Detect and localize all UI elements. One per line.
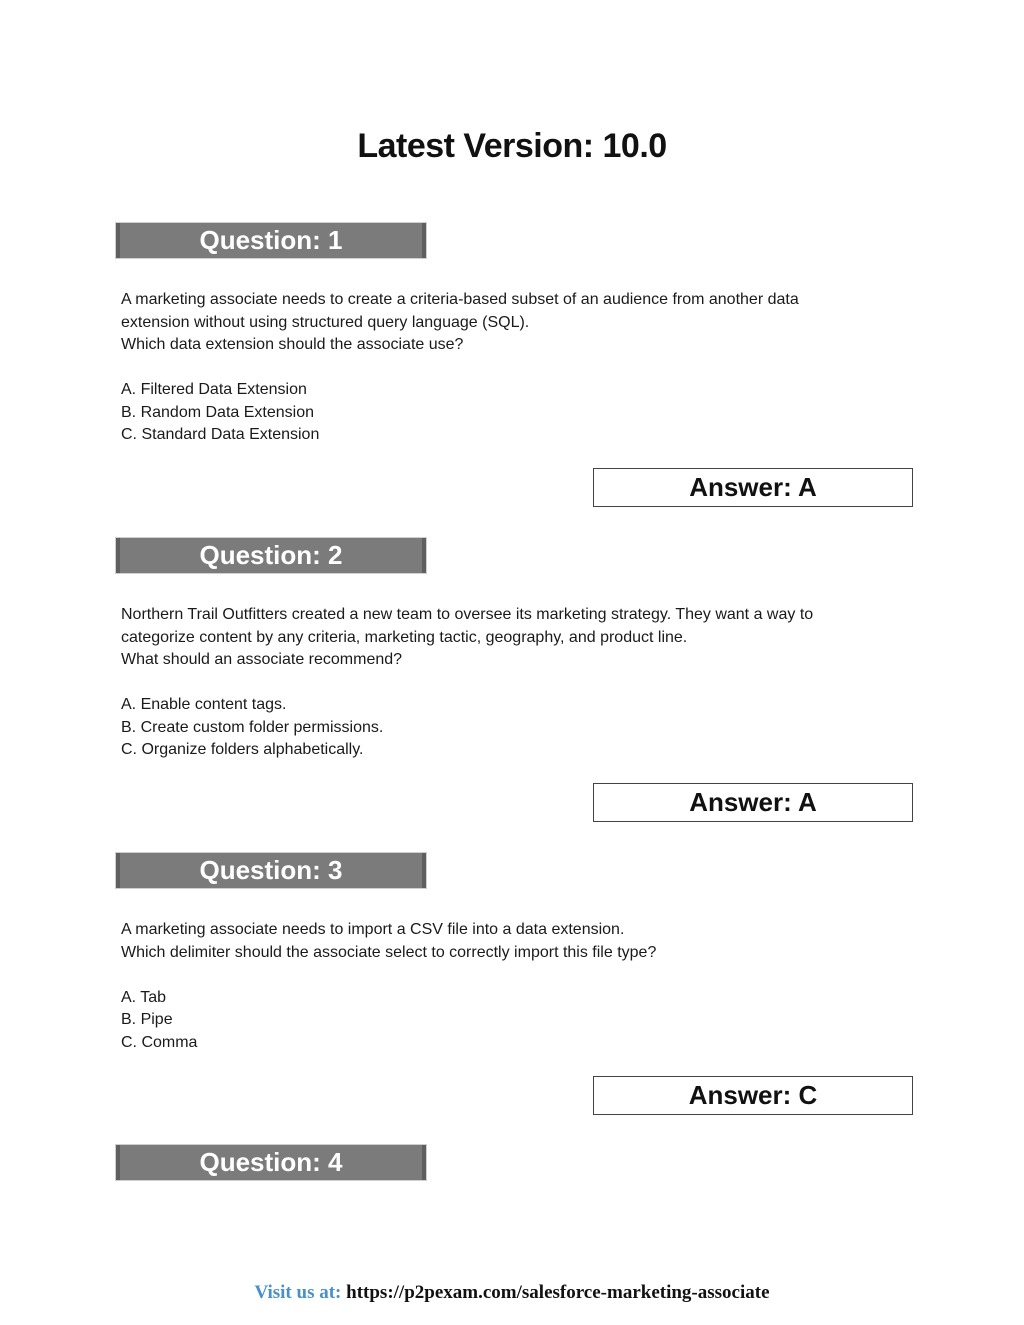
- question-text-line: A marketing associate needs to import a CSV file into a data extension.: [121, 921, 625, 938]
- question-2-body: [121, 604, 901, 762]
- footer-url-link[interactable]: https://p2pexam.com/salesforce-marketing-associate: [346, 1282, 770, 1303]
- answer-1-box: Answer: A: [593, 468, 913, 507]
- page-title: Latest Version: 10.0: [357, 127, 667, 165]
- question-text-line: A marketing associate needs to create a criteria-based subset of an audience from another data: [121, 291, 799, 308]
- question-text-line: extension without using structured query language (SQL).: [121, 313, 530, 331]
- answer-2-box: Answer: A: [593, 783, 913, 822]
- option-b: B. Random Data Extension: [121, 403, 314, 421]
- question-3-header: Question: 3: [115, 852, 427, 889]
- option-c: C. Organize folders alphabetically.: [121, 741, 364, 758]
- option-a: A. Tab: [121, 988, 167, 1006]
- option-a: A. Enable content tags.: [121, 696, 287, 713]
- answer-3-box: Answer: C: [593, 1076, 913, 1115]
- question-4-header: Question: 4: [115, 1144, 427, 1181]
- question-text-line: Which delimiter should the associate select to correctly import this file type?: [121, 943, 657, 961]
- footer: [0, 1282, 1024, 1304]
- question-3-body: [121, 919, 901, 1054]
- option-b: B. Create custom folder permissions.: [121, 718, 384, 736]
- option-a: A. Filtered Data Extension: [121, 381, 307, 398]
- visit-label: Visit us at:: [254, 1282, 342, 1303]
- question-1-body: [121, 289, 901, 447]
- option-b: B. Pipe: [121, 1011, 173, 1028]
- options-list: [121, 379, 901, 447]
- question-text-line: What should an associate recommend?: [121, 651, 403, 668]
- question-text-line: categorize content by any criteria, marketing tactic, geography, and product line.: [121, 628, 688, 646]
- question-text-line: Northern Trail Outfitters created a new team to oversee its marketing strategy. They want a way to: [121, 606, 814, 623]
- question-text-line: Which data extension should the associate use?: [121, 336, 464, 353]
- options-list: [121, 694, 901, 762]
- options-list: [121, 987, 901, 1055]
- question-1-header: Question: 1: [115, 222, 427, 259]
- question-2-header: Question: 2: [115, 537, 427, 574]
- option-c: C. Comma: [121, 1033, 198, 1051]
- option-c: C. Standard Data Extension: [121, 426, 320, 443]
